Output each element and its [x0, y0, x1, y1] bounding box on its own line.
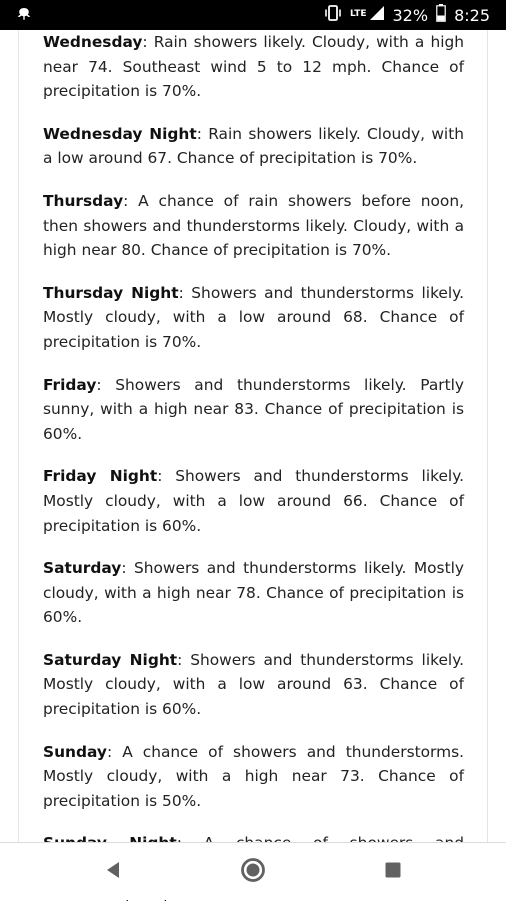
- home-button[interactable]: [213, 843, 293, 901]
- battery-icon: [436, 4, 446, 26]
- clock: 8:25: [454, 5, 490, 25]
- forecast-period: Wednesday: [43, 33, 143, 51]
- forecast-text: : Showers and thunderstorms likely. Mostly cloudy, with a low around 66. Chance of precipitation is 60%.: [43, 467, 465, 535]
- forecast-entry: [43, 556, 464, 630]
- vibrate-icon: [324, 5, 342, 25]
- status-left: [16, 6, 324, 25]
- back-button[interactable]: [73, 843, 153, 901]
- signal-icon: [369, 5, 385, 25]
- network-type: LTE: [349, 9, 367, 19]
- forecast-entry: [43, 30, 464, 104]
- forecast-period: Thursday Night: [43, 283, 179, 302]
- forecast-entry: [43, 740, 464, 814]
- forecast-entry: [43, 648, 464, 722]
- forecast-entry: [43, 373, 464, 447]
- forecast-text: : Showers and thunderstorms likely. Mostly cloudy, with a low around 63. Chance of precipitation is 60%.: [43, 650, 465, 719]
- forecast-text: : Rain showers likely. Cloudy, with a low around 67. Chance of precipitation is 70%.: [43, 124, 464, 168]
- forecast-period: Wednesday Night: [43, 124, 197, 143]
- forecast-period: Saturday Night: [43, 650, 178, 669]
- forecast-page[interactable]: [0, 30, 506, 842]
- forecast-text: : Showers and thunderstorms likely. Mostly cloudy, with a low around 68. Chance of precipitation is 70%.: [43, 283, 464, 351]
- recent-apps-icon: [384, 861, 402, 883]
- forecast-text: : Showers and thunderstorms likely. Mostly cloudy, with a high near 78. Chance of precipitation is 60%.: [43, 559, 464, 627]
- status-bar: [0, 0, 506, 30]
- forecast-list: [43, 30, 464, 923]
- app-notification-icon: [16, 6, 32, 25]
- forecast-entry: [43, 122, 464, 171]
- navigation-bar: [0, 842, 506, 900]
- forecast-period: Friday: [43, 375, 97, 394]
- forecast-text: : Rain showers likely. Cloudy, with a high near 74. Southeast wind 5 to 12 mph. Chance of precipitation is 70%.: [43, 33, 464, 101]
- forecast-period: Thursday: [43, 191, 124, 210]
- status-right: [324, 4, 490, 26]
- forecast-period: Friday Night: [43, 467, 158, 486]
- recent-apps-button[interactable]: [353, 843, 433, 901]
- battery-level: 32%: [392, 5, 429, 25]
- back-icon: [103, 860, 123, 884]
- forecast-entry: [43, 464, 464, 538]
- forecast-entry: [43, 281, 464, 355]
- forecast-text: : A chance of rain showers before noon, then showers and thunderstorms likely. Cloudy, with a high near 80. Chance of precipitation is 70%.: [43, 191, 464, 260]
- forecast-period: Saturday: [43, 559, 122, 578]
- forecast-text: : Showers and thunderstorms likely. Partly sunny, with a high near 83. Chance of precipitation is 60%.: [43, 375, 464, 443]
- forecast-period: Sunday: [43, 742, 107, 761]
- home-icon: [239, 856, 267, 888]
- forecast-entry: [43, 189, 464, 263]
- forecast-text: : A chance of showers and thunderstorms. Mostly cloudy, with a high near 73. Chance of precipitation is 50%.: [43, 742, 464, 810]
